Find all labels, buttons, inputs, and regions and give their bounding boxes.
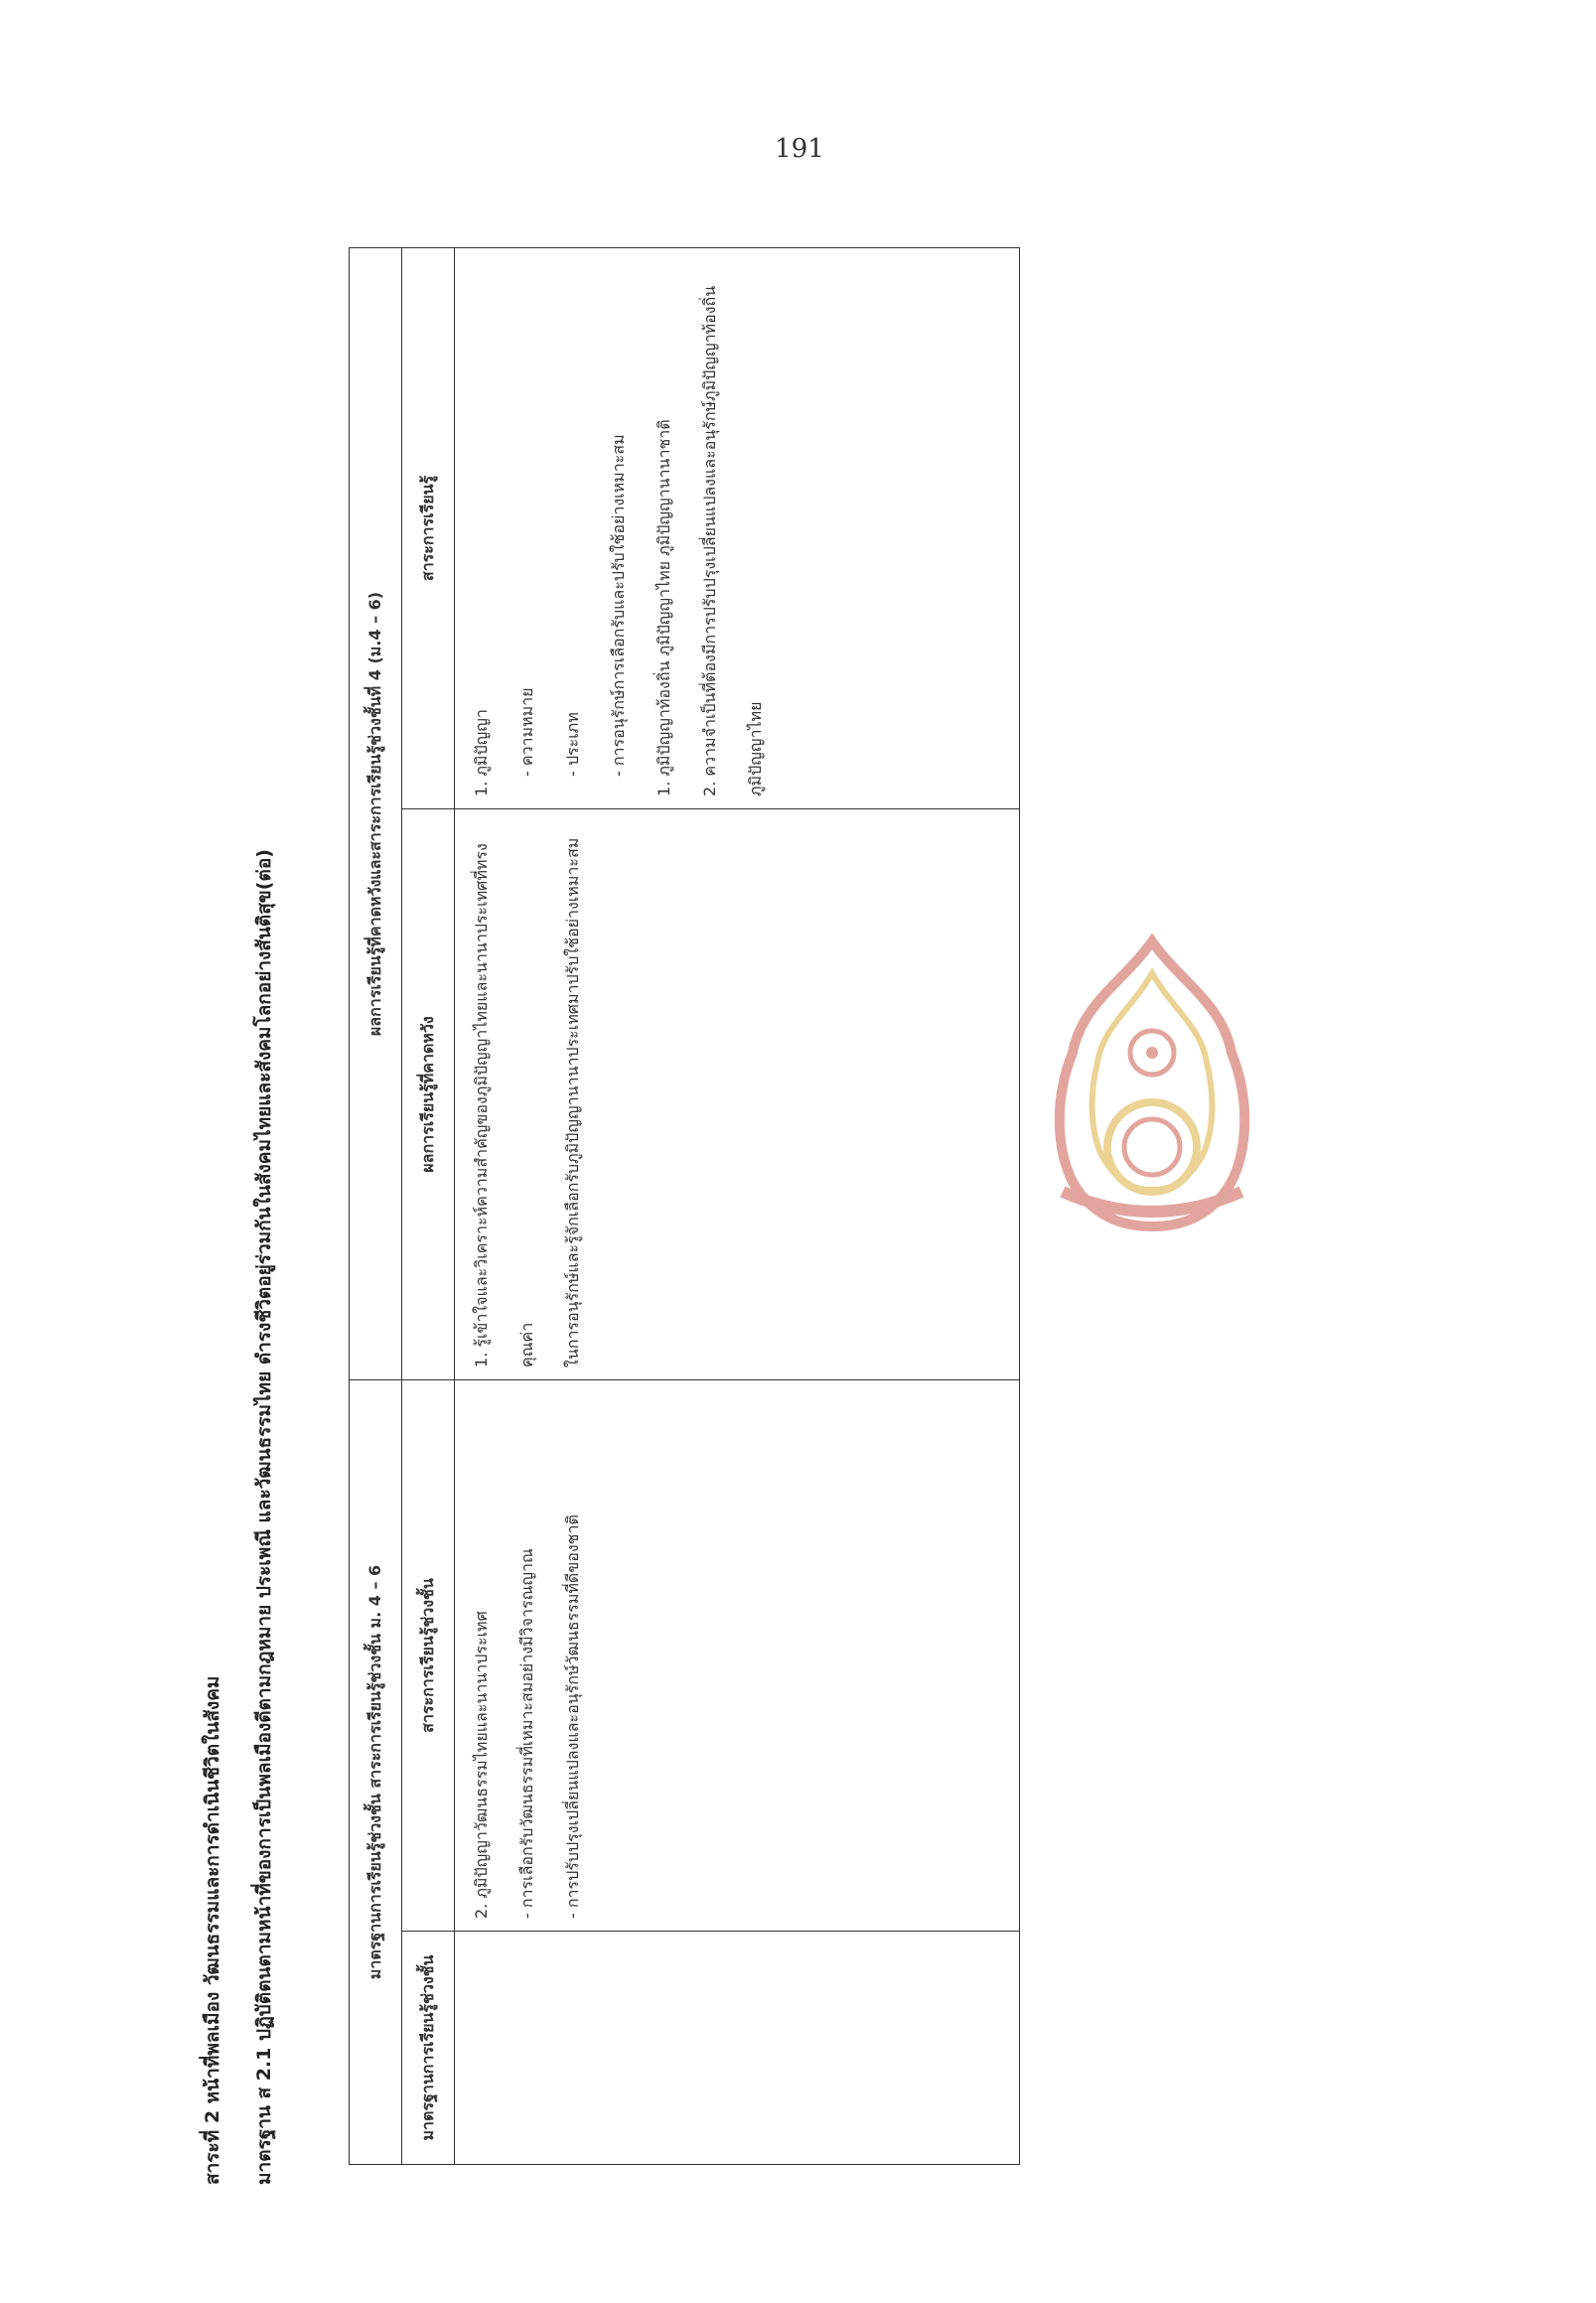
curriculum-table <box>349 247 1020 2165</box>
strand-heading: สาระที่ 2 หน้าที่พลเมือง วัฒนธรรมและการดำเนินชีวิตในสังคม <box>202 1675 223 2185</box>
learning-item: 1. ภูมิปัญญาท้องถิ่น ภูมิปัญญาไทย ภูมิปัญญานานาชาติ <box>654 419 673 796</box>
learning-item: 2. ความจำเป็นที่ต้องมีการปรับปรุงเปลี่ยนแปลงและอนุรักษ์ภูมิปัญญาท้องถิ่น ภูมิปัญญาไทย <box>700 285 765 796</box>
cell-outcomes <box>455 808 1020 1379</box>
standard-heading: มาตรฐาน ส 2.1 ปฏิบัติตนตามหน้าที่ของการเป็นพลเมืองดีตามกฎหมาย ประเพณี และวัฒนธรรมไทย ดำรงชีวิตอยู่ร่วมกันในสังคมไทยและสังคมโลกอย่างสันติสุข(ต่อ) <box>253 849 275 2185</box>
learning-item: - ประเภท <box>563 712 582 777</box>
group-header-right: ผลการเรียนรู้ที่คาดหวังและสาระการเรียนรู้ช่วงชั้นที่ 4 (ม.4 – 6) <box>350 247 402 1379</box>
column-header-content: สาระการเรียนรู้ช่วงชั้น <box>402 1379 455 1931</box>
cell-learning-content <box>455 247 1020 808</box>
group-header-left: มาตรฐานการเรียนรู้ช่วงชั้น สาระการเรียนรู้ช่วงชั้น ม. 4 – 6 <box>350 1379 402 2164</box>
cell-standards <box>455 1932 1020 2165</box>
learning-item: - การอนุรักษ์การเลือกรับและปรับใช้อย่างเหมาะสม <box>609 434 628 777</box>
column-header-outcomes: ผลการเรียนรู้ที่คาดหวัง <box>402 808 455 1379</box>
column-header-standards: มาตรฐานการเรียนรู้ช่วงชั้น <box>402 1932 455 2165</box>
page-number: 191 <box>775 134 824 164</box>
learning-item: 1. ภูมิปัญญา <box>472 709 491 796</box>
column-header-learning-content: สาระการเรียนรู้ <box>402 247 455 808</box>
content-item: 2. ภูมิปัญญาวัฒนธรรมไทยและนานาประเทศ <box>472 1611 491 1919</box>
content-item: - การเลือกรับวัฒนธรรมที่เหมาะสมอย่างมีวิจารณญาณ <box>517 1548 536 1919</box>
content-item: - การปรับปรุงเปลี่ยนแปลงและอนุรักษ์วัฒนธรรมที่ดีของชาติ <box>563 1514 582 1919</box>
learning-item: - ความหมาย <box>517 687 536 777</box>
outcome-item: ในการอนุรักษ์และรู้จักเลือกรับภูมิปัญญานานาประเทศมาปรับใช้อย่างเหมาะสม <box>563 837 582 1367</box>
cell-content <box>455 1379 1020 1931</box>
outcome-item: 1. รู้เข้าใจและวิเคราะห์ความสำคัญของภูมิปัญญาไทยและนานาประเทศที่ทรงคุณค่า <box>472 843 536 1367</box>
rotated-page-content <box>184 139 1207 2185</box>
